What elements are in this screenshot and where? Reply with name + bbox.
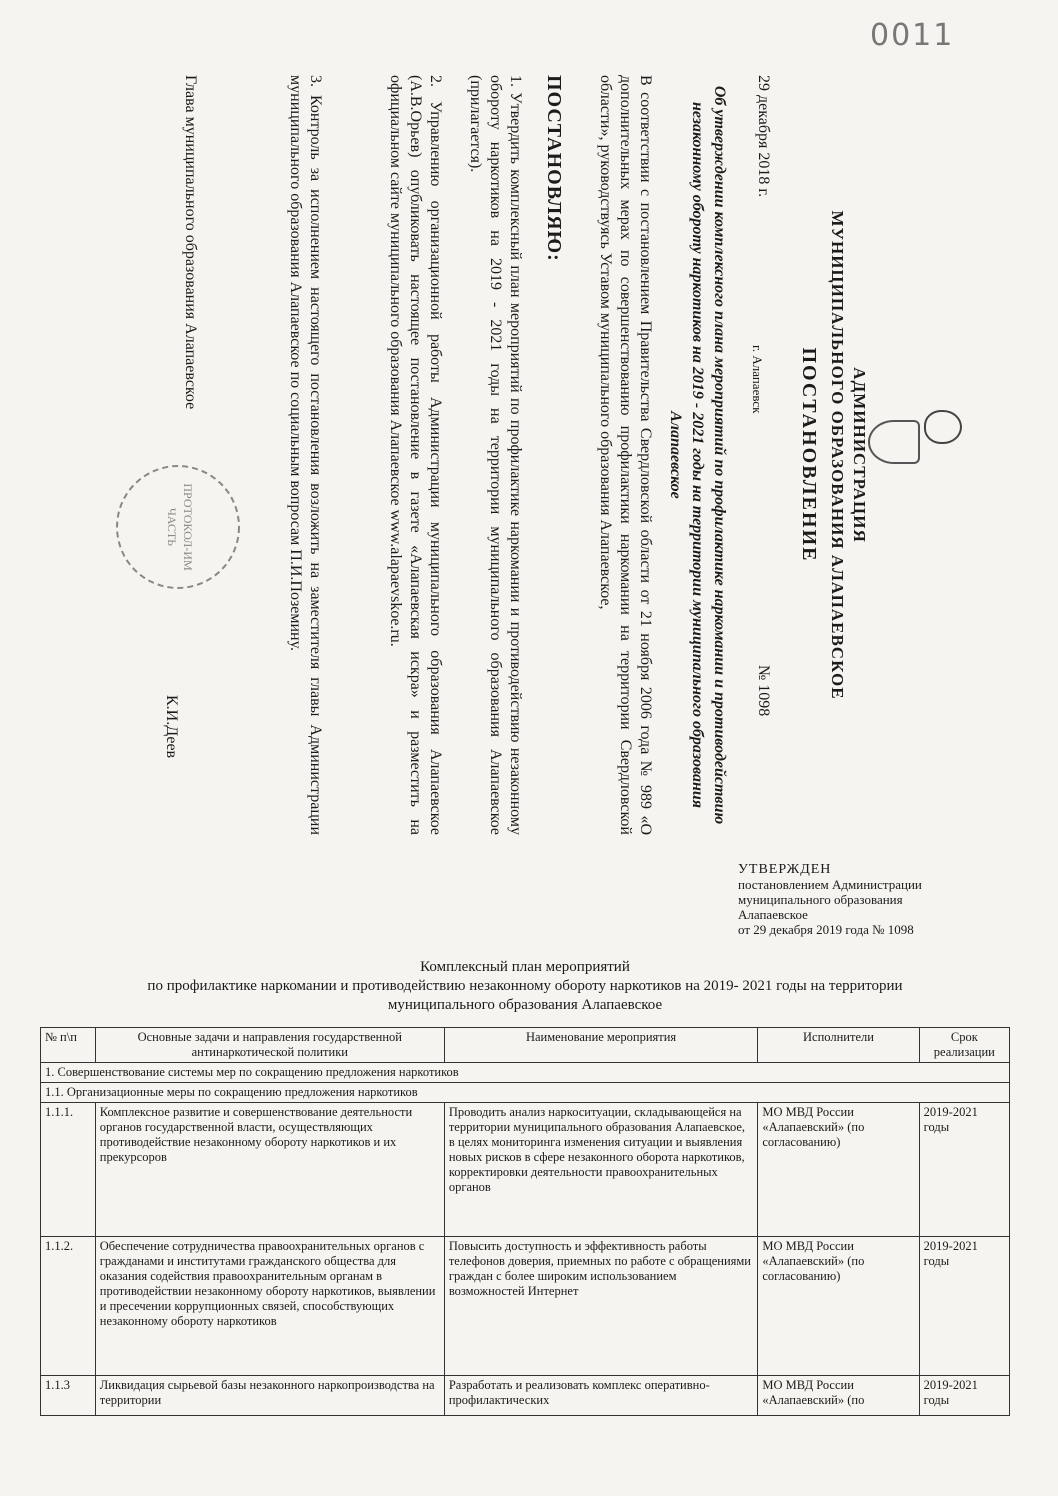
table-row bbox=[41, 1103, 1010, 1237]
decree-preamble: В соответствии с постановлением Правительства Свердловской области от 21 ноября 2006 года № 989 «О дополнительных мерах по совершенствованию профилактики наркомании на территории Свердловской области», руководствуясь Уставом муниципального образования Алапаевское, bbox=[597, 75, 654, 835]
plan-title bbox=[40, 958, 1010, 1015]
row-task: Комплексное развитие и совершенствование деятельности органов государственной власти, осуществляющих противодействие незаконному обороту наркотиков и их прекурсоров bbox=[95, 1103, 444, 1237]
decree-item-3: 3. Контроль за исполнением настоящего постановления возложить на заместителя главы Администрации муниципального образования Алапаевское по социальным вопросам П.И.Поземину. bbox=[287, 75, 324, 835]
header-task: Основные задачи и направления государственной антинаркотической политики bbox=[95, 1028, 444, 1063]
row-action: Проводить анализ наркоситуации, складывающейся на территории муниципального образования Алапаевское, в целях мониторинга изменения ситуации и выявления новых рисков в сфере незаконного оборота наркотиков, корректировки деятельности правоохранительных органов bbox=[444, 1103, 758, 1237]
section-row bbox=[41, 1083, 1010, 1103]
table-row bbox=[41, 1237, 1010, 1376]
approval-block bbox=[738, 862, 998, 937]
section-1-1: 1.1. Организационные меры по сокращению предложения наркотиков bbox=[41, 1083, 1010, 1103]
decree-date: 29 декабря 2018 г. bbox=[755, 75, 772, 198]
header-exec: Исполнители bbox=[758, 1028, 919, 1063]
approval-line-1: постановлением Администрации bbox=[738, 877, 922, 892]
header-num: № п\п bbox=[41, 1028, 96, 1063]
row-exec: МО МВД России «Алапаевский» (по согласованию) bbox=[758, 1103, 919, 1237]
approval-line-4: от 29 декабря 2019 года № 1098 bbox=[738, 922, 914, 937]
stamp-text: ПРОТОКОЛ-ИМ ЧАСТЬ bbox=[165, 483, 195, 571]
table-row bbox=[41, 1376, 1010, 1416]
row-term: 2019-2021 годы bbox=[919, 1376, 1009, 1416]
row-task: Ликвидация сырьевой базы незаконного наркопроизводства на территории bbox=[95, 1376, 444, 1416]
handwritten-page-number: 0011 bbox=[870, 18, 955, 53]
issuer-admin: АДМИНИСТРАЦИЯ bbox=[850, 367, 869, 543]
row-num: 1.1.3 bbox=[41, 1376, 96, 1416]
signer-name: К.И.Деев bbox=[163, 695, 180, 759]
decree-item-1: 1. Утвердить комплексный план мероприятий по профилактике наркомании и противодействию незаконному обороту наркотиков на 2019 - 2021 годы на территории муниципального образования Алапаевское (прилагается). bbox=[467, 75, 524, 835]
decree-issuer bbox=[826, 75, 870, 835]
stamp bbox=[116, 465, 240, 589]
row-term: 2019-2021 годы bbox=[919, 1103, 1009, 1237]
plan-title-1: Комплексный план мероприятий bbox=[420, 959, 630, 975]
table-header-row bbox=[41, 1028, 1010, 1063]
section-row bbox=[41, 1063, 1010, 1083]
decree-resolve: ПОСТАНОВЛЯЮ: bbox=[543, 75, 565, 262]
row-exec: МО МВД России «Алапаевский» (по согласованию) bbox=[758, 1237, 919, 1376]
decree-rotated-block bbox=[90, 75, 970, 835]
header-action: Наименование мероприятия bbox=[444, 1028, 758, 1063]
row-exec: МО МВД России «Алапаевский» (по bbox=[758, 1376, 919, 1416]
row-num: 1.1.1. bbox=[41, 1103, 96, 1237]
plan-title-3: муниципального образования Алапаевское bbox=[387, 997, 663, 1013]
decree-title: Об утверждении комплексного плана мероприятий по профилактике наркомании и противодействию незаконному обороту наркотиков на 2019 - 2021 годы на территории муниципального образования Алапаевское bbox=[667, 85, 728, 825]
decree-item-2: 2. Управлению организационной работы Администрации муниципального образования Алапаевское (А.В.Орьев) опубликовать настоящее постановление в газете «Алапаевская искра» и разместить на официальном сайте муниципального образования Алапаевское www.alapaevskoe.ru. bbox=[387, 75, 444, 835]
row-action: Разработать и реализовать комплекс оперативно-профилактических bbox=[444, 1376, 758, 1416]
row-num: 1.1.2. bbox=[41, 1237, 96, 1376]
decree-city: г. Алапаевск bbox=[750, 345, 765, 414]
row-term: 2019-2021 годы bbox=[919, 1237, 1009, 1376]
row-action: Повысить доступность и эффективность работы телефонов доверия, приемных по работе с обращениями граждан с более широким использованием возможностей Интернет bbox=[444, 1237, 758, 1376]
decree-number: № 1098 bbox=[755, 665, 772, 717]
approval-line-3: Алапаевское bbox=[738, 907, 808, 922]
coat-of-arms-icon bbox=[868, 420, 920, 464]
section-1: 1. Совершенствование системы мер по сокращению предложения наркотиков bbox=[41, 1063, 1010, 1083]
header-term: Срок реализации bbox=[919, 1028, 1009, 1063]
decree-kind: ПОСТАНОВЛЕНИЕ bbox=[798, 347, 820, 563]
plan-title-2: по профилактике наркомании и противодействию незаконному обороту наркотиков на 2019- 2021 годы на территории bbox=[147, 978, 903, 994]
issuer-municipality: МУНИЦИПАЛЬНОГО ОБРАЗОВАНИЯ АЛАПАЕВСКОЕ bbox=[828, 210, 847, 700]
emblem-icon bbox=[924, 410, 962, 444]
plan-table bbox=[40, 1027, 1010, 1416]
approval-heading: УТВЕРЖДЕН bbox=[738, 862, 832, 877]
approval-line-2: муниципального образования bbox=[738, 892, 903, 907]
row-task: Обеспечение сотрудничества правоохранительных органов с гражданами и институтами гражданского общества для оказания содействия правоохранительным органам в противодействии незаконному обороту наркотиков, выявлении и пресечении коррупционных связей, способствующих незаконному обороту наркотиков bbox=[95, 1237, 444, 1376]
signer-title: Глава муниципального образования Алапаевское bbox=[182, 75, 199, 410]
